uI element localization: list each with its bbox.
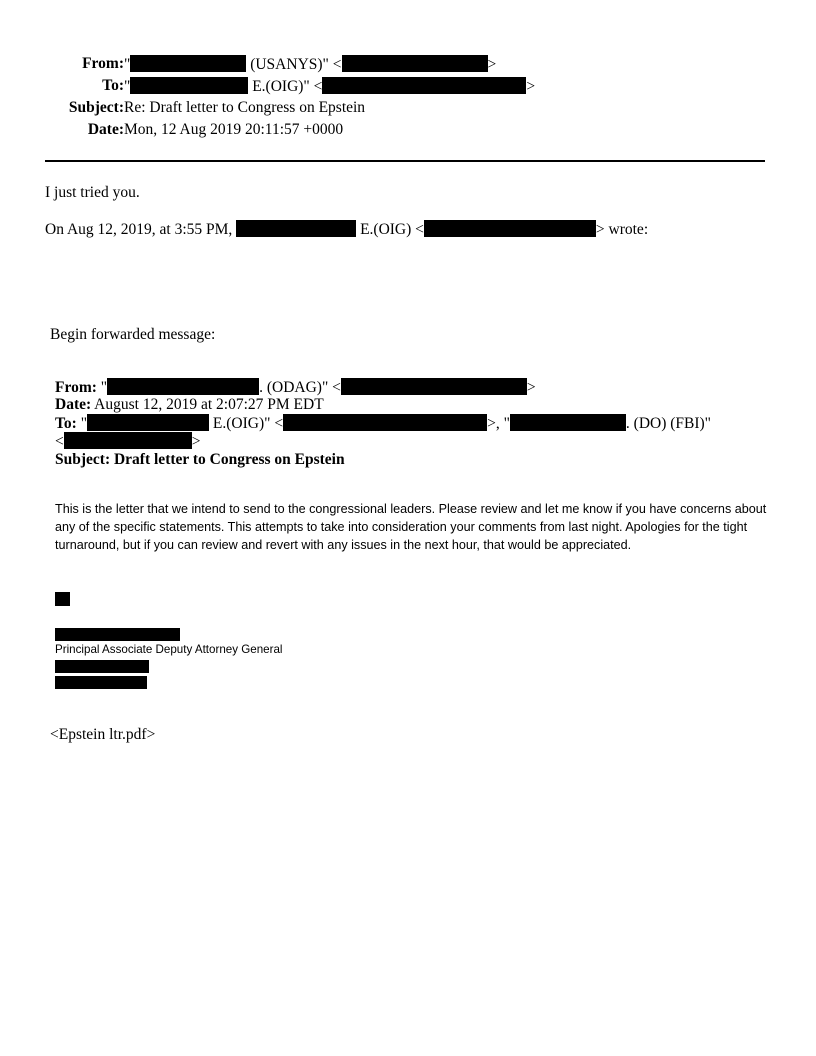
fwd-from-line: From: " . (ODAG)" < > xyxy=(55,379,536,396)
redaction-block xyxy=(322,77,526,94)
date-value: Mon, 12 Aug 2019 20:11:57 +0000 xyxy=(124,121,344,138)
fwd-date-label: Date: xyxy=(55,396,92,413)
fwd-message-body: This is the letter that we intend to send to the congressional leaders. Please review and let me know if you have concerns about any of the specific statements. This attempts to take into consideration your comments from last night. Apologies for the tight turnaround, but if you can review and revert with any issues in the next hour, that would be appreciated. xyxy=(55,502,767,552)
redaction-block xyxy=(107,378,259,395)
fwd-to-line-2: < > xyxy=(55,433,201,450)
to-label: To: xyxy=(102,77,124,94)
fwd-to-line: To: " E.(OIG)" < >, " . (DO) (FBI)" xyxy=(55,415,712,432)
redaction-block xyxy=(55,676,147,689)
redaction-block xyxy=(64,432,192,449)
redaction-block xyxy=(55,628,180,641)
fwd-subject-value: Draft letter to Congress on Epstein xyxy=(110,451,345,468)
from-value: " (USANYS)" < > xyxy=(124,56,497,73)
attachment-name[interactable]: <Epstein ltr.pdf> xyxy=(50,726,156,743)
redaction-block xyxy=(130,77,248,94)
redaction-block xyxy=(342,55,488,72)
subject-label: Subject: xyxy=(68,99,124,116)
header-divider xyxy=(45,160,765,162)
redaction-block xyxy=(130,55,246,72)
subject-value: Re: Draft letter to Congress on Epstein xyxy=(124,99,366,116)
redaction-block xyxy=(283,414,487,431)
redaction-block xyxy=(55,660,149,673)
forwarded-intro: Begin forwarded message: xyxy=(50,326,216,343)
from-label: From: xyxy=(82,55,124,72)
redaction-block xyxy=(87,414,209,431)
signature-title: Principal Associate Deputy Attorney General xyxy=(55,643,283,656)
to-value: " E.(OIG)" < > xyxy=(124,78,536,95)
redaction-block xyxy=(424,220,596,237)
date-label: Date: xyxy=(87,121,124,138)
redaction-block xyxy=(510,414,626,431)
fwd-to-label: To: xyxy=(55,415,77,432)
redaction-block xyxy=(55,592,70,606)
quote-attribution: On Aug 12, 2019, at 3:55 PM, E.(OIG) < > wrote: xyxy=(45,221,649,238)
reply-body: I just tried you. xyxy=(45,184,140,201)
fwd-subject-label: Subject: xyxy=(55,451,111,468)
redaction-block xyxy=(236,220,356,237)
fwd-date-line: Date: August 12, 2019 at 2:07:27 PM EDT xyxy=(55,396,324,413)
fwd-from-label: From: xyxy=(55,379,97,396)
fwd-subject-line xyxy=(55,451,345,468)
redaction-block xyxy=(341,378,527,395)
